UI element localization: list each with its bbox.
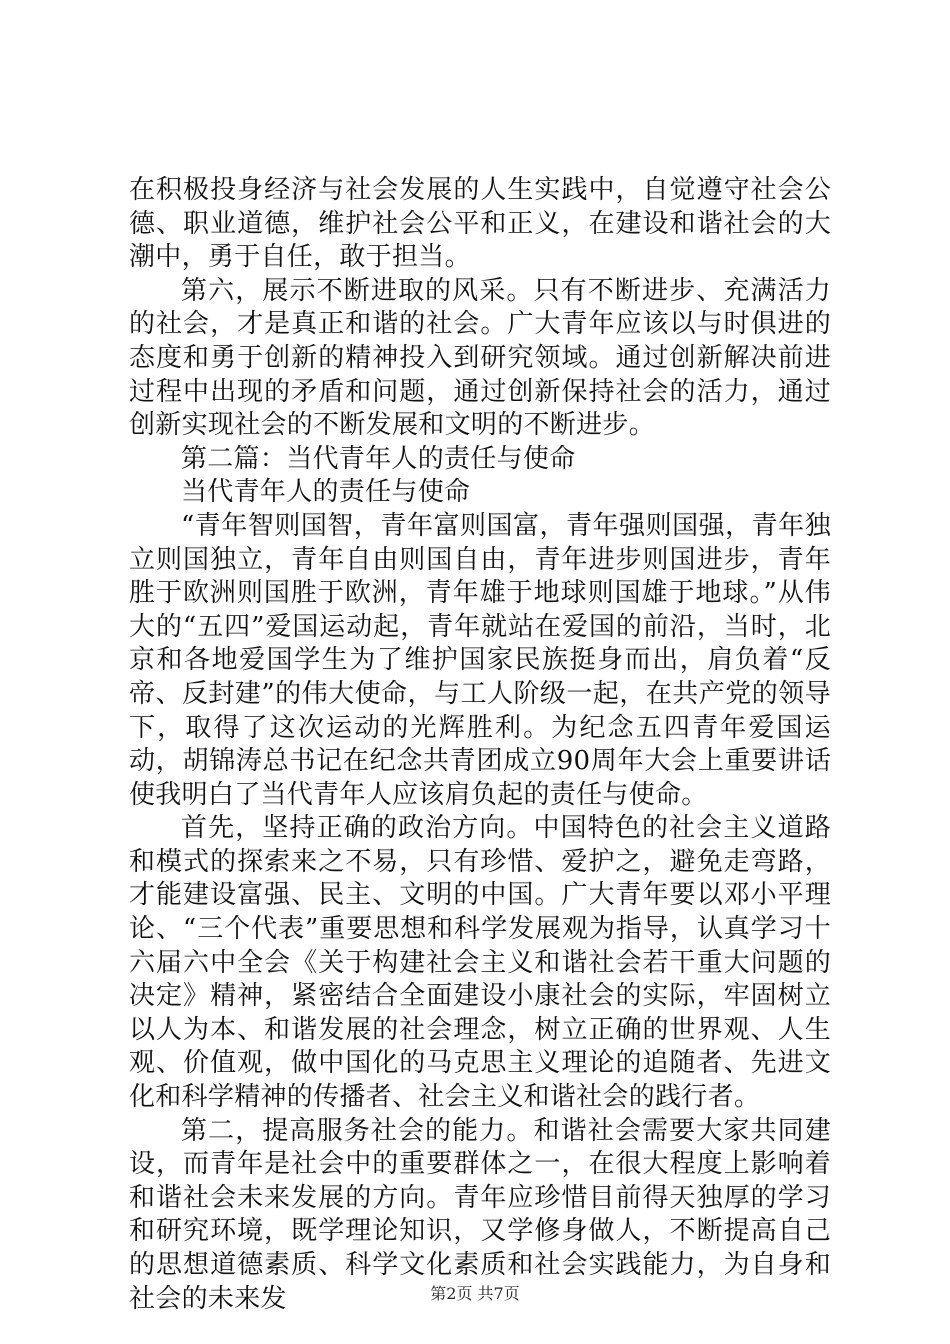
document-body bbox=[129, 174, 831, 1316]
article-title: 当代青年人的责任与使命 bbox=[181, 477, 471, 508]
section-heading: 第二篇：当代青年人的责任与使命 bbox=[181, 443, 576, 474]
paragraph-1: 在积极投身经济与社会发展的人生实践中，自觉遵守社会公德、职业道德，维护社会公平和正义，在建设和谐社会的大潮中，勇于自任，敢于担当。 bbox=[129, 175, 831, 273]
paragraph-2: 第六，展示不断进取的风采。只有不断进步、充满活力的社会，才是真正和谐的社会。广大青年应该以与时俱进的态度和勇于创新的精神投入到研究领域。通过创新解决前进过程中出现的矛盾和问题，通过创新保持社会的活力，通过创新实现社会的不断发展和文明的不断进步。 bbox=[129, 275, 831, 441]
page-number-footer: 第2页 共7页 bbox=[430, 1284, 520, 1303]
paragraph-5: 第二，提高服务社会的能力。和谐社会需要大家共同建设，而青年是社会中的重要群体之一，在很大程度上影响着和谐社会未来发展的方向。青年应珍惜目前得天独厚的学习和研究环境，既学理论知识，又学修身做人，不断提高自己的思想道德素质、科学文化素质和社会实践能力，为自身和社会的未来发 bbox=[129, 1115, 831, 1314]
paragraph-3: “青年智则国智，青年富则国富，青年强则国强，青年独立则国独立，青年自由则国自由，青年进步则国进步，青年胜于欧洲则国胜于欧洲，青年雄于地球则国雄于地球。”从伟大的“五四”爱国运动起，青年就站在爱国的前沿，当时，北京和各地爱国学生为了维护国家民族挺身而出，肩负着“反帝、反封建”的伟大使命，与工人阶级一起，在共产党的领导下，取得了这次运动的光辉胜利。为纪念五四青年爱国运动，胡锦涛总书记在纪念共青团成立90周年大会上重要讲话使我明白了当代青年人应该肩负起的责任与使命。 bbox=[129, 510, 831, 810]
paragraph-4: 首先，坚持正确的政治方向。中国特色的社会主义道路和模式的探索来之不易，只有珍惜、爱护之，避免走弯路，才能建设富强、民主、文明的中国。广大青年要以邓小平理论、“三个代表”重要思想和科学发展观为指导，认真学习十六届六中全会《关于构建社会主义和谐社会若干重大问题的决定》精神，紧密结合全面建设小康社会的实际，牢固树立以人为本、和谐发展的社会理念，树立正确的世界观、人生观、价值观，做中国化的马克思主义理论的追随者、先进文化和科学精神的传播者、社会主义和谐社会的践行者。 bbox=[129, 813, 831, 1113]
